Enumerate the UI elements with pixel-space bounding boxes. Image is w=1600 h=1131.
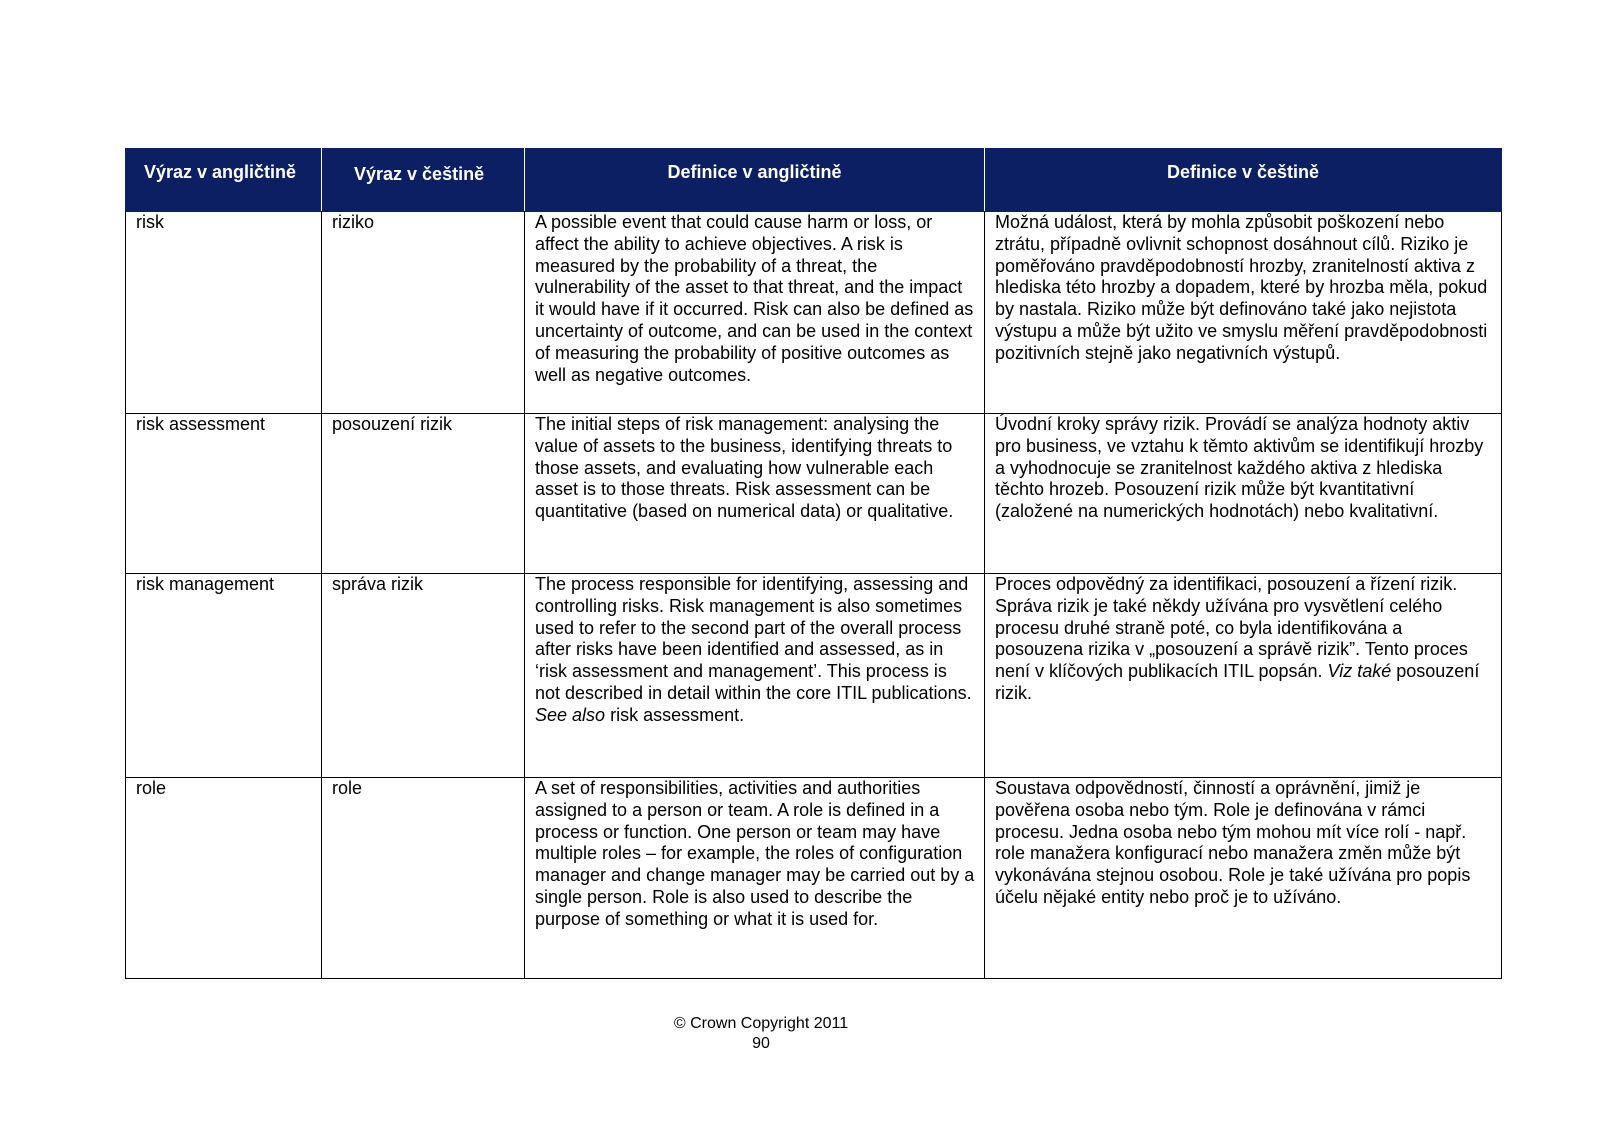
definition-cz-cell: Úvodní kroky správy rizik. Provádí se analýza hodnoty aktiv pro business, ve vztahu k těmto aktivům se identifikují hrozby a vyhodnocuje se zranitelnost každého aktiva z hlediska těchto hrozeb. Posouzení rizik může být kvantitativní (založené na numerických hodnotách) nebo kvalitativní.	[985, 414, 1502, 574]
see-also-reference: risk assessment.	[610, 704, 745, 725]
term-cz-cell: riziko	[322, 212, 525, 414]
definition-cz-cell	[985, 574, 1502, 778]
see-also-label: See also	[535, 704, 606, 725]
glossary-table	[125, 148, 1502, 979]
page-number: 90	[752, 1035, 770, 1052]
term-en-cell: risk management	[126, 574, 322, 778]
term-cz-cell: posouzení rizik	[322, 414, 525, 574]
term-en-cell: risk	[126, 212, 322, 414]
copyright-notice: © Crown Copyright 2011	[673, 1015, 849, 1032]
header-term-cz: Výraz v češtině	[322, 149, 525, 212]
definition-en-cell: A possible event that could cause harm or loss, or affect the ability to achieve objectives. A risk is measured by the probability of a threat, the vulnerability of the asset to that threat, and the impact it would have if it occurred. Risk can also be defined as uncertainty of outcome, and can be used in the context of measuring the probability of positive outcomes as well as negative outcomes.	[525, 212, 985, 414]
term-en-cell: risk assessment	[126, 414, 322, 574]
table-header-row	[126, 149, 1502, 212]
table-row	[126, 778, 1502, 979]
term-en-cell: role	[126, 778, 322, 979]
definition-en-cell: A set of responsibilities, activities and authorities assigned to a person or team. A role is defined in a process or function. One person or team may have multiple roles – for example, the roles of configuration manager and change manager may be carried out by a single person. Role is also used to describe the purpose of something or what it is used for.	[525, 778, 985, 979]
table-row	[126, 414, 1502, 574]
header-term-en: Výraz v angličtině	[126, 149, 322, 212]
definition-cz-cell: Soustava odpovědností, činností a oprávnění, jimiž je pověřena osoba nebo tým. Role je definována v rámci procesu. Jedna osoba nebo tým mohou mít více rolí - např. role manažera konfigurací nebo manažera změn může být vykonávána stejnou osobou. Role je také užívána pro popis účelu nějaké entity nebo proč je to užíváno.	[985, 778, 1502, 979]
definition-cz-cell: Možná událost, která by mohla způsobit poškození nebo ztrátu, případně ovlivnit schopnost dosáhnout cílů. Riziko je poměřováno pravděpodobností hrozby, zranitelností aktiva z hlediska této hrozby a dopadem, které by hrozba měla, pokud by nastala. Riziko může být definováno také jako nejistota výstupu a může být užito ve smyslu měření pravděpodobnosti pozitivních stejně jako negativních výstupů.	[985, 212, 1502, 414]
definition-en-cell	[525, 574, 985, 778]
table-row	[126, 212, 1502, 414]
definition-en-text: The process responsible for identifying, assessing and controlling risks. Risk management is also sometimes used to refer to the second part of the overall process after risks have been identified and assessed, as in ‘risk assessment and management’. This process is not described in detail within the core ITIL publications.	[535, 574, 972, 703]
header-def-cz: Definice v češtině	[985, 149, 1502, 212]
term-cz-cell: správa rizik	[322, 574, 525, 778]
see-also-reference: posouzení rizik.	[995, 661, 1480, 703]
see-also-label: Viz také	[1327, 661, 1392, 682]
header-def-en: Definice v angličtině	[525, 149, 985, 212]
term-cz-cell: role	[322, 778, 525, 979]
definition-en-cell: The initial steps of risk management: analysing the value of assets to the business, identifying threats to those assets, and evaluating how vulnerable each asset is to those threats. Risk assessment can be quantitative (based on numerical data) or qualitative.	[525, 414, 985, 574]
table-row	[126, 574, 1502, 778]
definition-cz-text: Proces odpovědný za identifikaci, posouzení a řízení rizik. Správa rizik je také někdy užívána pro vysvětlení celého procesu druhé straně poté, co byla identifikována a posouzena rizika v „posouzení a správě rizik”. Tento proces není v klíčových publikacích ITIL popsán.	[995, 574, 1468, 682]
